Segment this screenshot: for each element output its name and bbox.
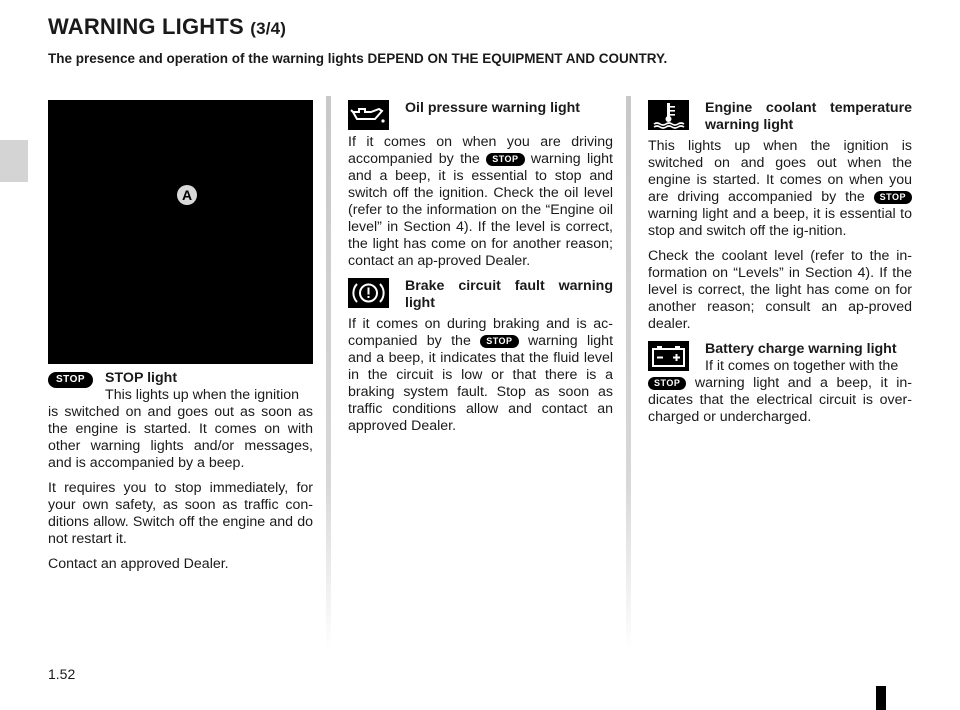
brake-circuit-text-b: warning light and a beep, it indicates that the fluid level in the circuit is low or that there is a braking system fault. Stop as soon as traffic conditions allow and contact an approved Dealer. (348, 333, 614, 434)
page-title-suffix: (3/4) (250, 19, 287, 38)
coolant-paragraph-2: Check the coolant level (refer to the in-formation on “Levels” in Section 4). If the level is correct, the light has come on for another reason; consult an ap-proved dealer. (648, 248, 912, 332)
battery-icon (648, 341, 689, 371)
battery-text-b: warning light and a beep, it in-dicates that the electrical circuit is over-charged or undercharged. (648, 375, 912, 425)
coolant-header (648, 100, 912, 134)
section-tab (0, 140, 28, 182)
photo-marker-a: A (177, 185, 197, 205)
oil-pressure-header (348, 100, 613, 130)
stop-badge-icon: STOP (480, 335, 518, 348)
page-corner-mark (876, 686, 886, 710)
dashboard-photo (48, 100, 313, 364)
brake-circuit-header (348, 278, 613, 312)
stop-badge-icon: STOP (486, 153, 524, 166)
page-title-text: WARNING LIGHTS (48, 14, 244, 39)
coolant-text-a: This lights up when the ignition is switched on and goes out when the engine is started. It comes on when you are driving accompanied by the (648, 138, 912, 205)
battery-header (648, 341, 912, 375)
stop-light-line1: This lights up when the ignition (105, 387, 300, 403)
stop-light-paragraph-3: Contact an approved Dealer. (48, 556, 229, 572)
battery-title: Battery charge warning light (705, 341, 897, 357)
intro-text: The presence and operation of the warning lights DEPEND ON THE EQUIPMENT AND COUNTRY. (48, 51, 668, 66)
brake-circuit-text-a: If it comes on during braking and is ac-companied by the (348, 316, 613, 349)
brake-warning-icon (348, 278, 389, 308)
column-divider (326, 96, 331, 651)
stop-light-description: is switched on and goes out as soon as the engine is started. It comes on with other warning lights and/or messages, and is accompanied by a beep. (48, 404, 313, 471)
oil-pressure-text-b: warning light and a beep, it is essential to stop and switch off the ignition. Check the oil level (refer to the information on the “Engine oil level” in Section 4). If the level is correct, the light has come on for another reason; contact an ap-proved Dealer. (348, 151, 613, 269)
oil-pressure-text-a: If it comes on when you are driving accompanied by the (348, 134, 613, 167)
brake-circuit-title: Brake circuit fault warning light (405, 278, 613, 311)
stop-light-paragraph-2: It requires you to stop immediately, for your own safety, as soon as traffic con-ditions allow. Switch off the engine and do not restart it. (48, 480, 313, 547)
column-stop-light (48, 100, 313, 581)
stop-badge-icon: STOP (874, 191, 912, 204)
coolant-thermometer-icon (648, 100, 689, 130)
column-oil-brake (348, 100, 613, 443)
coolant-text-b: warning light and a beep, it is essential to stop and switch off the ig-nition. (648, 206, 912, 239)
stop-light-title: STOP light (105, 370, 178, 386)
page-number: 1.52 (48, 666, 76, 682)
stop-light-section (48, 370, 313, 404)
oil-pressure-title: Oil pressure warning light (405, 100, 581, 116)
column-divider (626, 96, 631, 651)
coolant-title: Engine coolant temperature warning light (705, 100, 912, 133)
column-coolant-battery (648, 100, 912, 434)
oil-can-icon (348, 100, 389, 130)
stop-warning-icon: STOP (48, 372, 93, 388)
battery-line1: If it comes on together with the (705, 358, 899, 374)
stop-badge-icon: STOP (648, 377, 686, 390)
page-title (48, 14, 286, 40)
